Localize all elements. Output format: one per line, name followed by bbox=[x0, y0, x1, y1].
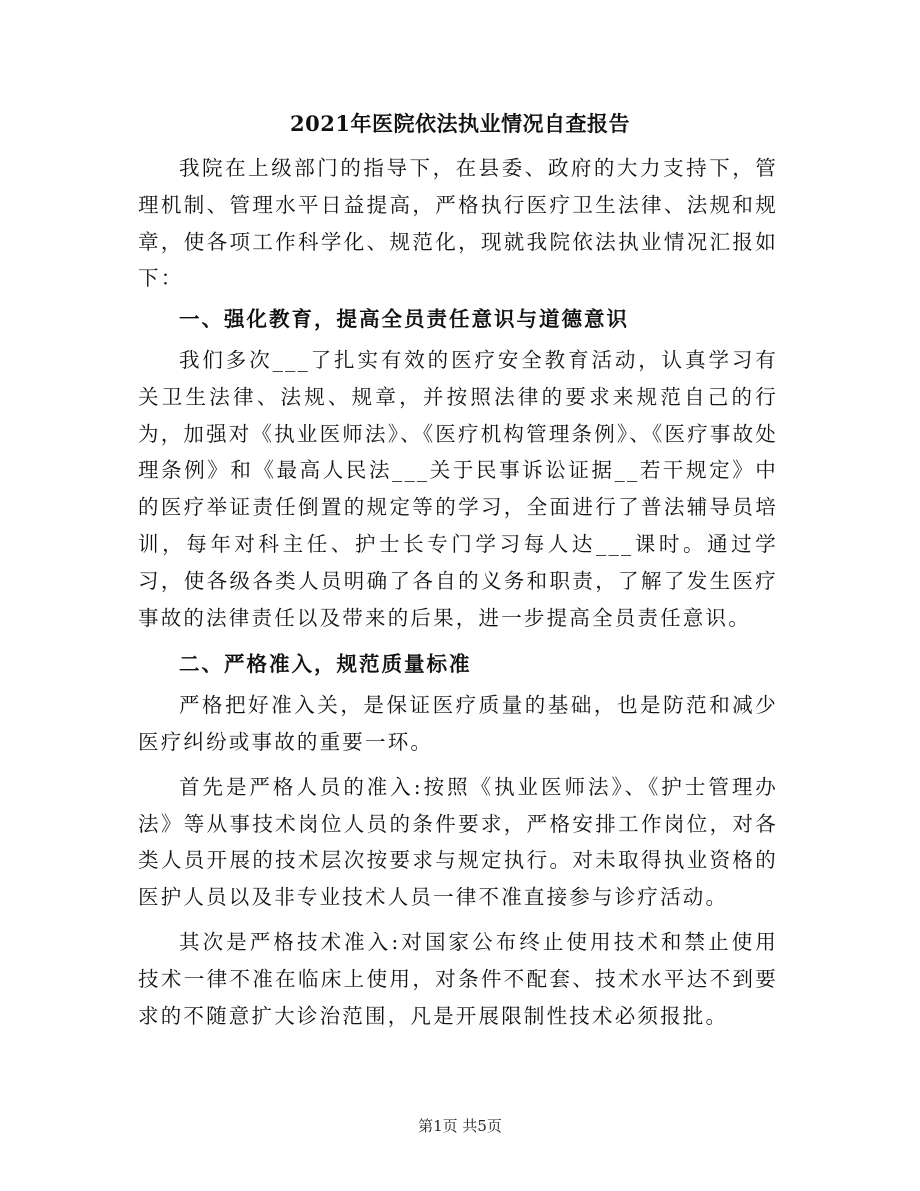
section-2-paragraph-1: 严格把好准入关，是保证医疗质量的基础，也是防范和减少医疗纠纷或事故的重要一环。 bbox=[138, 693, 778, 754]
intro-paragraph: 我院在上级部门的指导下，在县委、政府的大力支持下，管理机制、管理水平日益提高，严格执行医疗卫生法律、法规和规章，使各项工作科学化、规范化，现就我院依法执业情况汇报如下： bbox=[138, 156, 778, 291]
page-number: 第1页 共5页 bbox=[418, 1117, 502, 1135]
document-body bbox=[138, 150, 778, 1034]
section-2-paragraph-3: 其次是严格技术准入:对国家公布终止使用技术和禁止使用技术一律不准在临床上使用，对条件不配套、技术水平达不到要求的不随意扩大诊治范围，凡是开展限制性技术必须报批。 bbox=[138, 929, 778, 1028]
section-1-paragraph: 我们多次___了扎实有效的医疗安全教育活动，认真学习有关卫生法律、法规、规章，并按照法律的要求来规范自己的行为，加强对《执业医师法》、《医疗机构管理条例》、《医疗事故处理条例》和《最高人民法___关于民事诉讼证据__若干规定》中的医疗举证责任倒置的规定等的学习，全面进行了普法辅导员培训，每年对科主任、护士长专门学习每人达___课时。通过学习，使各级各类人员明确了各自的义务和职责，了解了发生医疗事故的法律责任以及带来的后果，进一步提高全员责任意识。 bbox=[138, 347, 778, 630]
section-1-heading: 一、强化教育，提高全员责任意识与道德意识 bbox=[179, 307, 629, 332]
section-2-paragraph-2: 首先是严格人员的准入:按照《执业医师法》、《护士管理办法》等从事技术岗位人员的条件要求，严格安排工作岗位，对各类人员开展的技术层次按要求与规定执行。对未取得执业资格的医护人员以及非专业技术人员一律不准直接参与诊疗活动。 bbox=[138, 774, 778, 910]
section-2-heading: 二、严格准入，规范质量标准 bbox=[179, 652, 472, 677]
page-title: 2021年医院依法执业情况自查报告 bbox=[290, 111, 630, 136]
